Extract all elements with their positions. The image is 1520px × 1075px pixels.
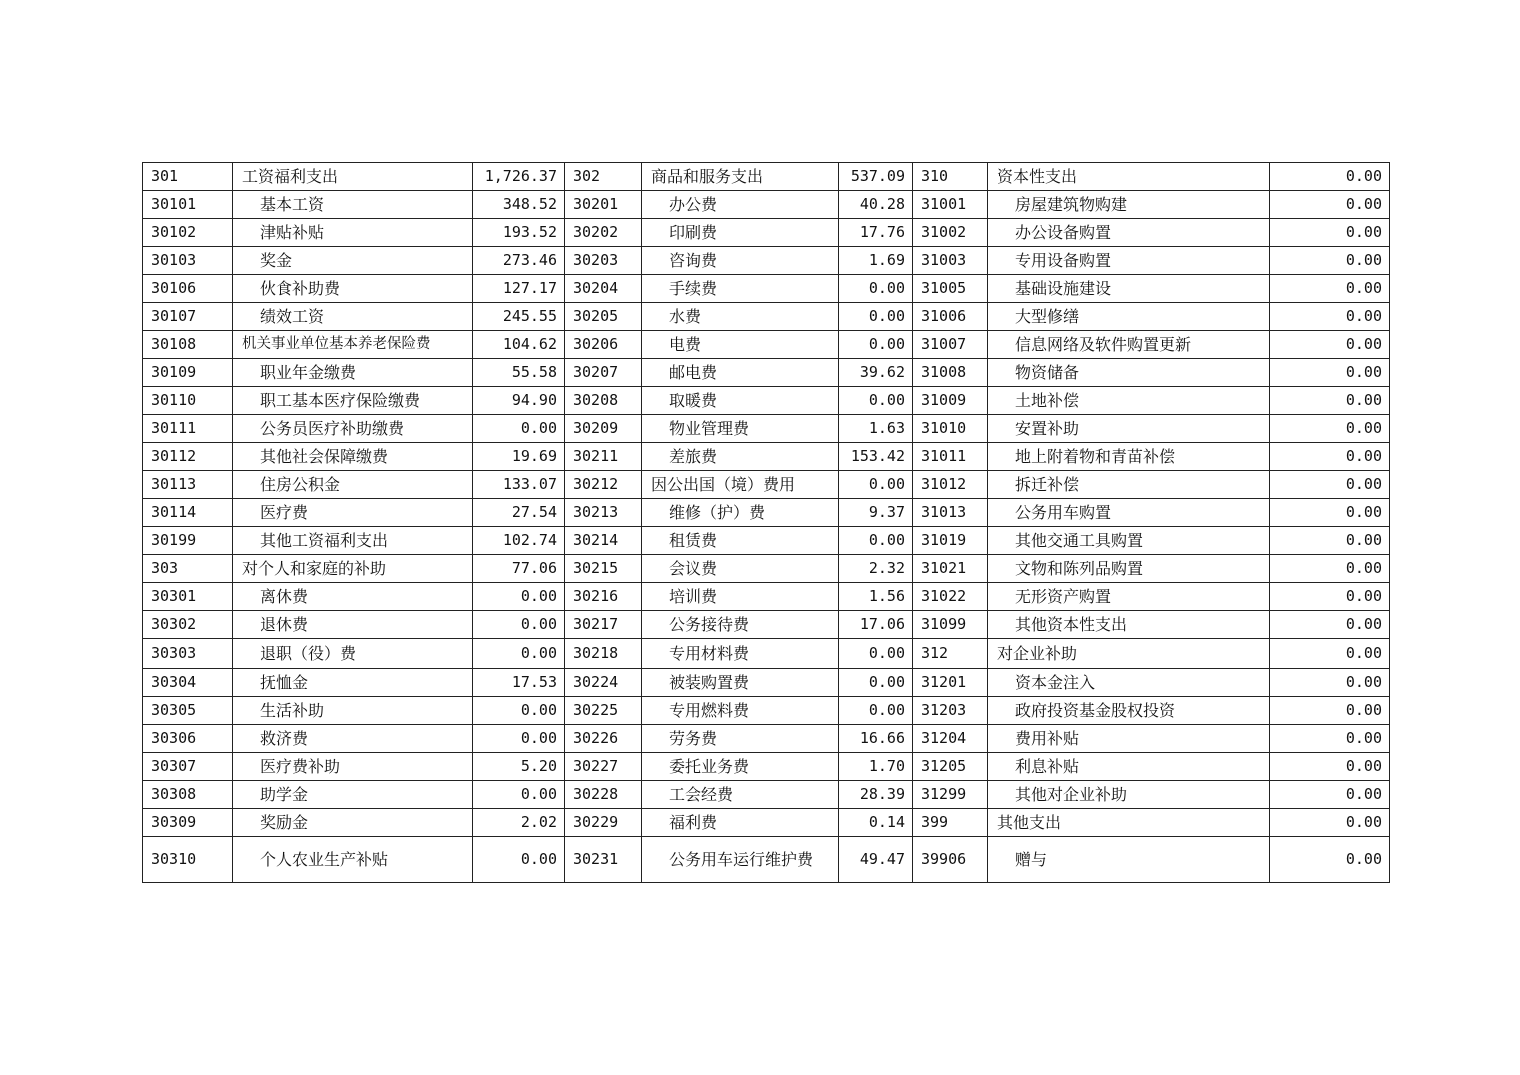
subject-code-cell: 30215 [565, 555, 642, 583]
subject-name-cell: 抚恤金 [233, 669, 473, 697]
subject-name-cell: 安置补助 [988, 415, 1270, 443]
subject-name-cell: 会议费 [642, 555, 839, 583]
subject-code-cell: 30307 [143, 753, 233, 781]
amount-cell: 1.56 [839, 583, 913, 611]
subject-code-cell: 30199 [143, 527, 233, 555]
amount-cell: 0.00 [1270, 583, 1390, 611]
amount-cell: 16.66 [839, 725, 913, 753]
amount-cell: 0.00 [473, 611, 565, 639]
subject-name-cell: 工资福利支出 [233, 163, 473, 191]
subject-name-cell: 维修（护）费 [642, 499, 839, 527]
subject-name-cell: 公务用车运行维护费 [642, 837, 839, 883]
subject-code-cell: 31001 [913, 191, 988, 219]
amount-cell: 2.02 [473, 809, 565, 837]
subject-code-cell: 30112 [143, 443, 233, 471]
subject-code-cell: 31011 [913, 443, 988, 471]
subject-name-cell: 其他工资福利支出 [233, 527, 473, 555]
subject-name-cell: 地上附着物和青苗补偿 [988, 443, 1270, 471]
amount-cell: 1.69 [839, 247, 913, 275]
subject-code-cell: 30207 [565, 359, 642, 387]
table-row [143, 471, 1390, 499]
amount-cell: 0.00 [1270, 331, 1390, 359]
subject-name-cell: 工会经费 [642, 781, 839, 809]
subject-code-cell: 30305 [143, 697, 233, 725]
subject-code-cell: 31008 [913, 359, 988, 387]
amount-cell: 0.00 [1270, 639, 1390, 669]
amount-cell: 0.00 [1270, 669, 1390, 697]
subject-code-cell: 30109 [143, 359, 233, 387]
subject-code-cell: 31204 [913, 725, 988, 753]
subject-name-cell: 培训费 [642, 583, 839, 611]
subject-name-cell: 物业管理费 [642, 415, 839, 443]
subject-name-cell: 拆迁补偿 [988, 471, 1270, 499]
table-row [143, 669, 1390, 697]
subject-name-cell: 劳务费 [642, 725, 839, 753]
table-row [143, 837, 1390, 883]
table-row [143, 387, 1390, 415]
subject-name-cell: 其他交通工具购置 [988, 527, 1270, 555]
subject-code-cell: 30306 [143, 725, 233, 753]
subject-code-cell: 31003 [913, 247, 988, 275]
amount-cell: 0.00 [839, 303, 913, 331]
subject-code-cell: 30102 [143, 219, 233, 247]
amount-cell: 0.00 [1270, 191, 1390, 219]
subject-code-cell: 30227 [565, 753, 642, 781]
subject-name-cell: 其他资本性支出 [988, 611, 1270, 639]
subject-name-cell: 资本金注入 [988, 669, 1270, 697]
subject-name-cell: 利息补贴 [988, 753, 1270, 781]
subject-code-cell: 30217 [565, 611, 642, 639]
amount-cell: 0.00 [1270, 359, 1390, 387]
subject-name-cell: 电费 [642, 331, 839, 359]
subject-code-cell: 303 [143, 555, 233, 583]
amount-cell: 0.00 [1270, 499, 1390, 527]
subject-name-cell: 福利费 [642, 809, 839, 837]
amount-cell: 0.00 [1270, 809, 1390, 837]
amount-cell: 1.70 [839, 753, 913, 781]
amount-cell: 0.00 [839, 527, 913, 555]
amount-cell: 0.00 [1270, 471, 1390, 499]
amount-cell: 19.69 [473, 443, 565, 471]
amount-cell: 0.14 [839, 809, 913, 837]
amount-cell: 133.07 [473, 471, 565, 499]
amount-cell: 537.09 [839, 163, 913, 191]
table-row [143, 443, 1390, 471]
subject-name-cell: 对个人和家庭的补助 [233, 555, 473, 583]
subject-name-cell: 个人农业生产补贴 [233, 837, 473, 883]
subject-name-cell: 委托业务费 [642, 753, 839, 781]
subject-code-cell: 31012 [913, 471, 988, 499]
amount-cell: 5.20 [473, 753, 565, 781]
amount-cell: 17.06 [839, 611, 913, 639]
subject-name-cell: 绩效工资 [233, 303, 473, 331]
amount-cell: 2.32 [839, 555, 913, 583]
subject-name-cell: 专用设备购置 [988, 247, 1270, 275]
subject-code-cell: 30209 [565, 415, 642, 443]
amount-cell: 104.62 [473, 331, 565, 359]
table-row [143, 583, 1390, 611]
subject-name-cell: 资本性支出 [988, 163, 1270, 191]
subject-name-cell: 专用燃料费 [642, 697, 839, 725]
amount-cell: 0.00 [473, 781, 565, 809]
subject-name-cell: 公务用车购置 [988, 499, 1270, 527]
table-row [143, 725, 1390, 753]
subject-name-cell: 赠与 [988, 837, 1270, 883]
subject-code-cell: 31201 [913, 669, 988, 697]
subject-name-cell: 住房公积金 [233, 471, 473, 499]
subject-code-cell: 31099 [913, 611, 988, 639]
subject-name-cell: 其他支出 [988, 809, 1270, 837]
subject-code-cell: 30213 [565, 499, 642, 527]
amount-cell: 28.39 [839, 781, 913, 809]
subject-code-cell: 31007 [913, 331, 988, 359]
subject-name-cell: 伙食补助费 [233, 275, 473, 303]
amount-cell: 0.00 [839, 471, 913, 499]
subject-code-cell: 30224 [565, 669, 642, 697]
subject-code-cell: 302 [565, 163, 642, 191]
amount-cell: 0.00 [473, 415, 565, 443]
table-row [143, 219, 1390, 247]
subject-code-cell: 30202 [565, 219, 642, 247]
amount-cell: 0.00 [1270, 611, 1390, 639]
amount-cell: 0.00 [473, 697, 565, 725]
subject-code-cell: 30110 [143, 387, 233, 415]
subject-name-cell: 专用材料费 [642, 639, 839, 669]
subject-code-cell: 31005 [913, 275, 988, 303]
subject-name-cell: 政府投资基金股权投资 [988, 697, 1270, 725]
amount-cell: 77.06 [473, 555, 565, 583]
amount-cell: 17.53 [473, 669, 565, 697]
amount-cell: 39.62 [839, 359, 913, 387]
table-row [143, 555, 1390, 583]
amount-cell: 0.00 [1270, 219, 1390, 247]
amount-cell: 0.00 [1270, 387, 1390, 415]
subject-code-cell: 30302 [143, 611, 233, 639]
subject-code-cell: 31009 [913, 387, 988, 415]
subject-code-cell: 30111 [143, 415, 233, 443]
subject-code-cell: 301 [143, 163, 233, 191]
subject-code-cell: 30201 [565, 191, 642, 219]
subject-name-cell: 被装购置费 [642, 669, 839, 697]
table-row [143, 163, 1390, 191]
subject-code-cell: 30226 [565, 725, 642, 753]
subject-code-cell: 31006 [913, 303, 988, 331]
table-row [143, 191, 1390, 219]
table-row [143, 331, 1390, 359]
table-row [143, 527, 1390, 555]
subject-code-cell: 31022 [913, 583, 988, 611]
amount-cell: 0.00 [1270, 555, 1390, 583]
table-row [143, 753, 1390, 781]
subject-code-cell: 31299 [913, 781, 988, 809]
amount-cell: 0.00 [1270, 303, 1390, 331]
subject-name-cell: 水费 [642, 303, 839, 331]
subject-name-cell: 公务接待费 [642, 611, 839, 639]
subject-code-cell: 30225 [565, 697, 642, 725]
subject-code-cell: 31002 [913, 219, 988, 247]
subject-name-cell: 奖励金 [233, 809, 473, 837]
subject-code-cell: 30211 [565, 443, 642, 471]
subject-name-cell: 取暖费 [642, 387, 839, 415]
subject-name-cell: 大型修缮 [988, 303, 1270, 331]
amount-cell: 55.58 [473, 359, 565, 387]
subject-code-cell: 30310 [143, 837, 233, 883]
amount-cell: 0.00 [839, 697, 913, 725]
subject-name-cell: 奖金 [233, 247, 473, 275]
amount-cell: 245.55 [473, 303, 565, 331]
table-row [143, 499, 1390, 527]
amount-cell: 0.00 [1270, 527, 1390, 555]
subject-name-cell: 信息网络及软件购置更新 [988, 331, 1270, 359]
subject-name-cell: 津贴补贴 [233, 219, 473, 247]
subject-name-cell: 印刷费 [642, 219, 839, 247]
table-row [143, 359, 1390, 387]
amount-cell: 40.28 [839, 191, 913, 219]
subject-code-cell: 30106 [143, 275, 233, 303]
subject-name-cell: 离休费 [233, 583, 473, 611]
subject-name-cell: 公务员医疗补助缴费 [233, 415, 473, 443]
subject-name-cell: 费用补贴 [988, 725, 1270, 753]
amount-cell: 9.37 [839, 499, 913, 527]
subject-code-cell: 31205 [913, 753, 988, 781]
amount-cell: 0.00 [473, 583, 565, 611]
subject-name-cell: 租赁费 [642, 527, 839, 555]
amount-cell: 0.00 [839, 331, 913, 359]
subject-code-cell: 30231 [565, 837, 642, 883]
amount-cell: 127.17 [473, 275, 565, 303]
amount-cell: 153.42 [839, 443, 913, 471]
subject-code-cell: 31010 [913, 415, 988, 443]
subject-code-cell: 310 [913, 163, 988, 191]
amount-cell: 0.00 [1270, 781, 1390, 809]
amount-cell: 193.52 [473, 219, 565, 247]
subject-name-cell: 职业年金缴费 [233, 359, 473, 387]
subject-name-cell: 办公费 [642, 191, 839, 219]
subject-code-cell: 30101 [143, 191, 233, 219]
table-row [143, 611, 1390, 639]
subject-name-cell: 办公设备购置 [988, 219, 1270, 247]
subject-code-cell: 312 [913, 639, 988, 669]
subject-name-cell: 对企业补助 [988, 639, 1270, 669]
amount-cell: 0.00 [473, 725, 565, 753]
amount-cell: 0.00 [1270, 753, 1390, 781]
subject-name-cell: 职工基本医疗保险缴费 [233, 387, 473, 415]
subject-code-cell: 31021 [913, 555, 988, 583]
subject-code-cell: 30229 [565, 809, 642, 837]
subject-code-cell: 31203 [913, 697, 988, 725]
table-row [143, 697, 1390, 725]
subject-name-cell: 基本工资 [233, 191, 473, 219]
expenditure-table [142, 162, 1390, 883]
subject-code-cell: 31019 [913, 527, 988, 555]
subject-code-cell: 30203 [565, 247, 642, 275]
subject-code-cell: 30228 [565, 781, 642, 809]
subject-name-cell: 无形资产购置 [988, 583, 1270, 611]
amount-cell: 0.00 [839, 387, 913, 415]
amount-cell: 0.00 [1270, 163, 1390, 191]
subject-code-cell: 30214 [565, 527, 642, 555]
amount-cell: 0.00 [1270, 697, 1390, 725]
amount-cell: 1.63 [839, 415, 913, 443]
subject-name-cell: 土地补偿 [988, 387, 1270, 415]
subject-code-cell: 30208 [565, 387, 642, 415]
subject-code-cell: 399 [913, 809, 988, 837]
amount-cell: 0.00 [1270, 837, 1390, 883]
amount-cell: 102.74 [473, 527, 565, 555]
subject-name-cell: 因公出国（境）费用 [642, 471, 839, 499]
subject-name-cell: 邮电费 [642, 359, 839, 387]
subject-name-cell: 机关事业单位基本养老保险费 [233, 331, 473, 359]
table-body [143, 163, 1390, 883]
subject-name-cell: 差旅费 [642, 443, 839, 471]
subject-code-cell: 30301 [143, 583, 233, 611]
amount-cell: 0.00 [1270, 725, 1390, 753]
subject-code-cell: 30204 [565, 275, 642, 303]
subject-name-cell: 商品和服务支出 [642, 163, 839, 191]
subject-code-cell: 30113 [143, 471, 233, 499]
subject-name-cell: 房屋建筑物购建 [988, 191, 1270, 219]
amount-cell: 0.00 [1270, 443, 1390, 471]
subject-code-cell: 30216 [565, 583, 642, 611]
amount-cell: 49.47 [839, 837, 913, 883]
amount-cell: 0.00 [1270, 275, 1390, 303]
subject-name-cell: 其他对企业补助 [988, 781, 1270, 809]
subject-code-cell: 30218 [565, 639, 642, 669]
subject-name-cell: 手续费 [642, 275, 839, 303]
amount-cell: 1,726.37 [473, 163, 565, 191]
subject-code-cell: 31013 [913, 499, 988, 527]
amount-cell: 0.00 [1270, 247, 1390, 275]
subject-name-cell: 救济费 [233, 725, 473, 753]
subject-code-cell: 30103 [143, 247, 233, 275]
amount-cell: 273.46 [473, 247, 565, 275]
amount-cell: 0.00 [1270, 415, 1390, 443]
subject-code-cell: 30108 [143, 331, 233, 359]
subject-name-cell: 文物和陈列品购置 [988, 555, 1270, 583]
subject-code-cell: 30212 [565, 471, 642, 499]
subject-code-cell: 30303 [143, 639, 233, 669]
table-row [143, 415, 1390, 443]
subject-name-cell: 退休费 [233, 611, 473, 639]
subject-name-cell: 基础设施建设 [988, 275, 1270, 303]
amount-cell: 17.76 [839, 219, 913, 247]
amount-cell: 0.00 [839, 275, 913, 303]
table-row [143, 809, 1390, 837]
subject-name-cell: 助学金 [233, 781, 473, 809]
subject-name-cell: 医疗费补助 [233, 753, 473, 781]
table-row [143, 275, 1390, 303]
subject-name-cell: 咨询费 [642, 247, 839, 275]
subject-code-cell: 30114 [143, 499, 233, 527]
amount-cell: 0.00 [473, 639, 565, 669]
subject-code-cell: 30205 [565, 303, 642, 331]
subject-name-cell: 其他社会保障缴费 [233, 443, 473, 471]
table-row [143, 247, 1390, 275]
table-row [143, 303, 1390, 331]
subject-code-cell: 30309 [143, 809, 233, 837]
subject-name-cell: 医疗费 [233, 499, 473, 527]
amount-cell: 0.00 [839, 669, 913, 697]
amount-cell: 94.90 [473, 387, 565, 415]
subject-code-cell: 39906 [913, 837, 988, 883]
subject-code-cell: 30304 [143, 669, 233, 697]
table-row [143, 639, 1390, 669]
amount-cell: 0.00 [839, 639, 913, 669]
subject-code-cell: 30107 [143, 303, 233, 331]
subject-code-cell: 30308 [143, 781, 233, 809]
amount-cell: 27.54 [473, 499, 565, 527]
subject-name-cell: 物资储备 [988, 359, 1270, 387]
subject-name-cell: 生活补助 [233, 697, 473, 725]
table-row [143, 781, 1390, 809]
subject-code-cell: 30206 [565, 331, 642, 359]
amount-cell: 0.00 [473, 837, 565, 883]
subject-name-cell: 退职（役）费 [233, 639, 473, 669]
amount-cell: 348.52 [473, 191, 565, 219]
